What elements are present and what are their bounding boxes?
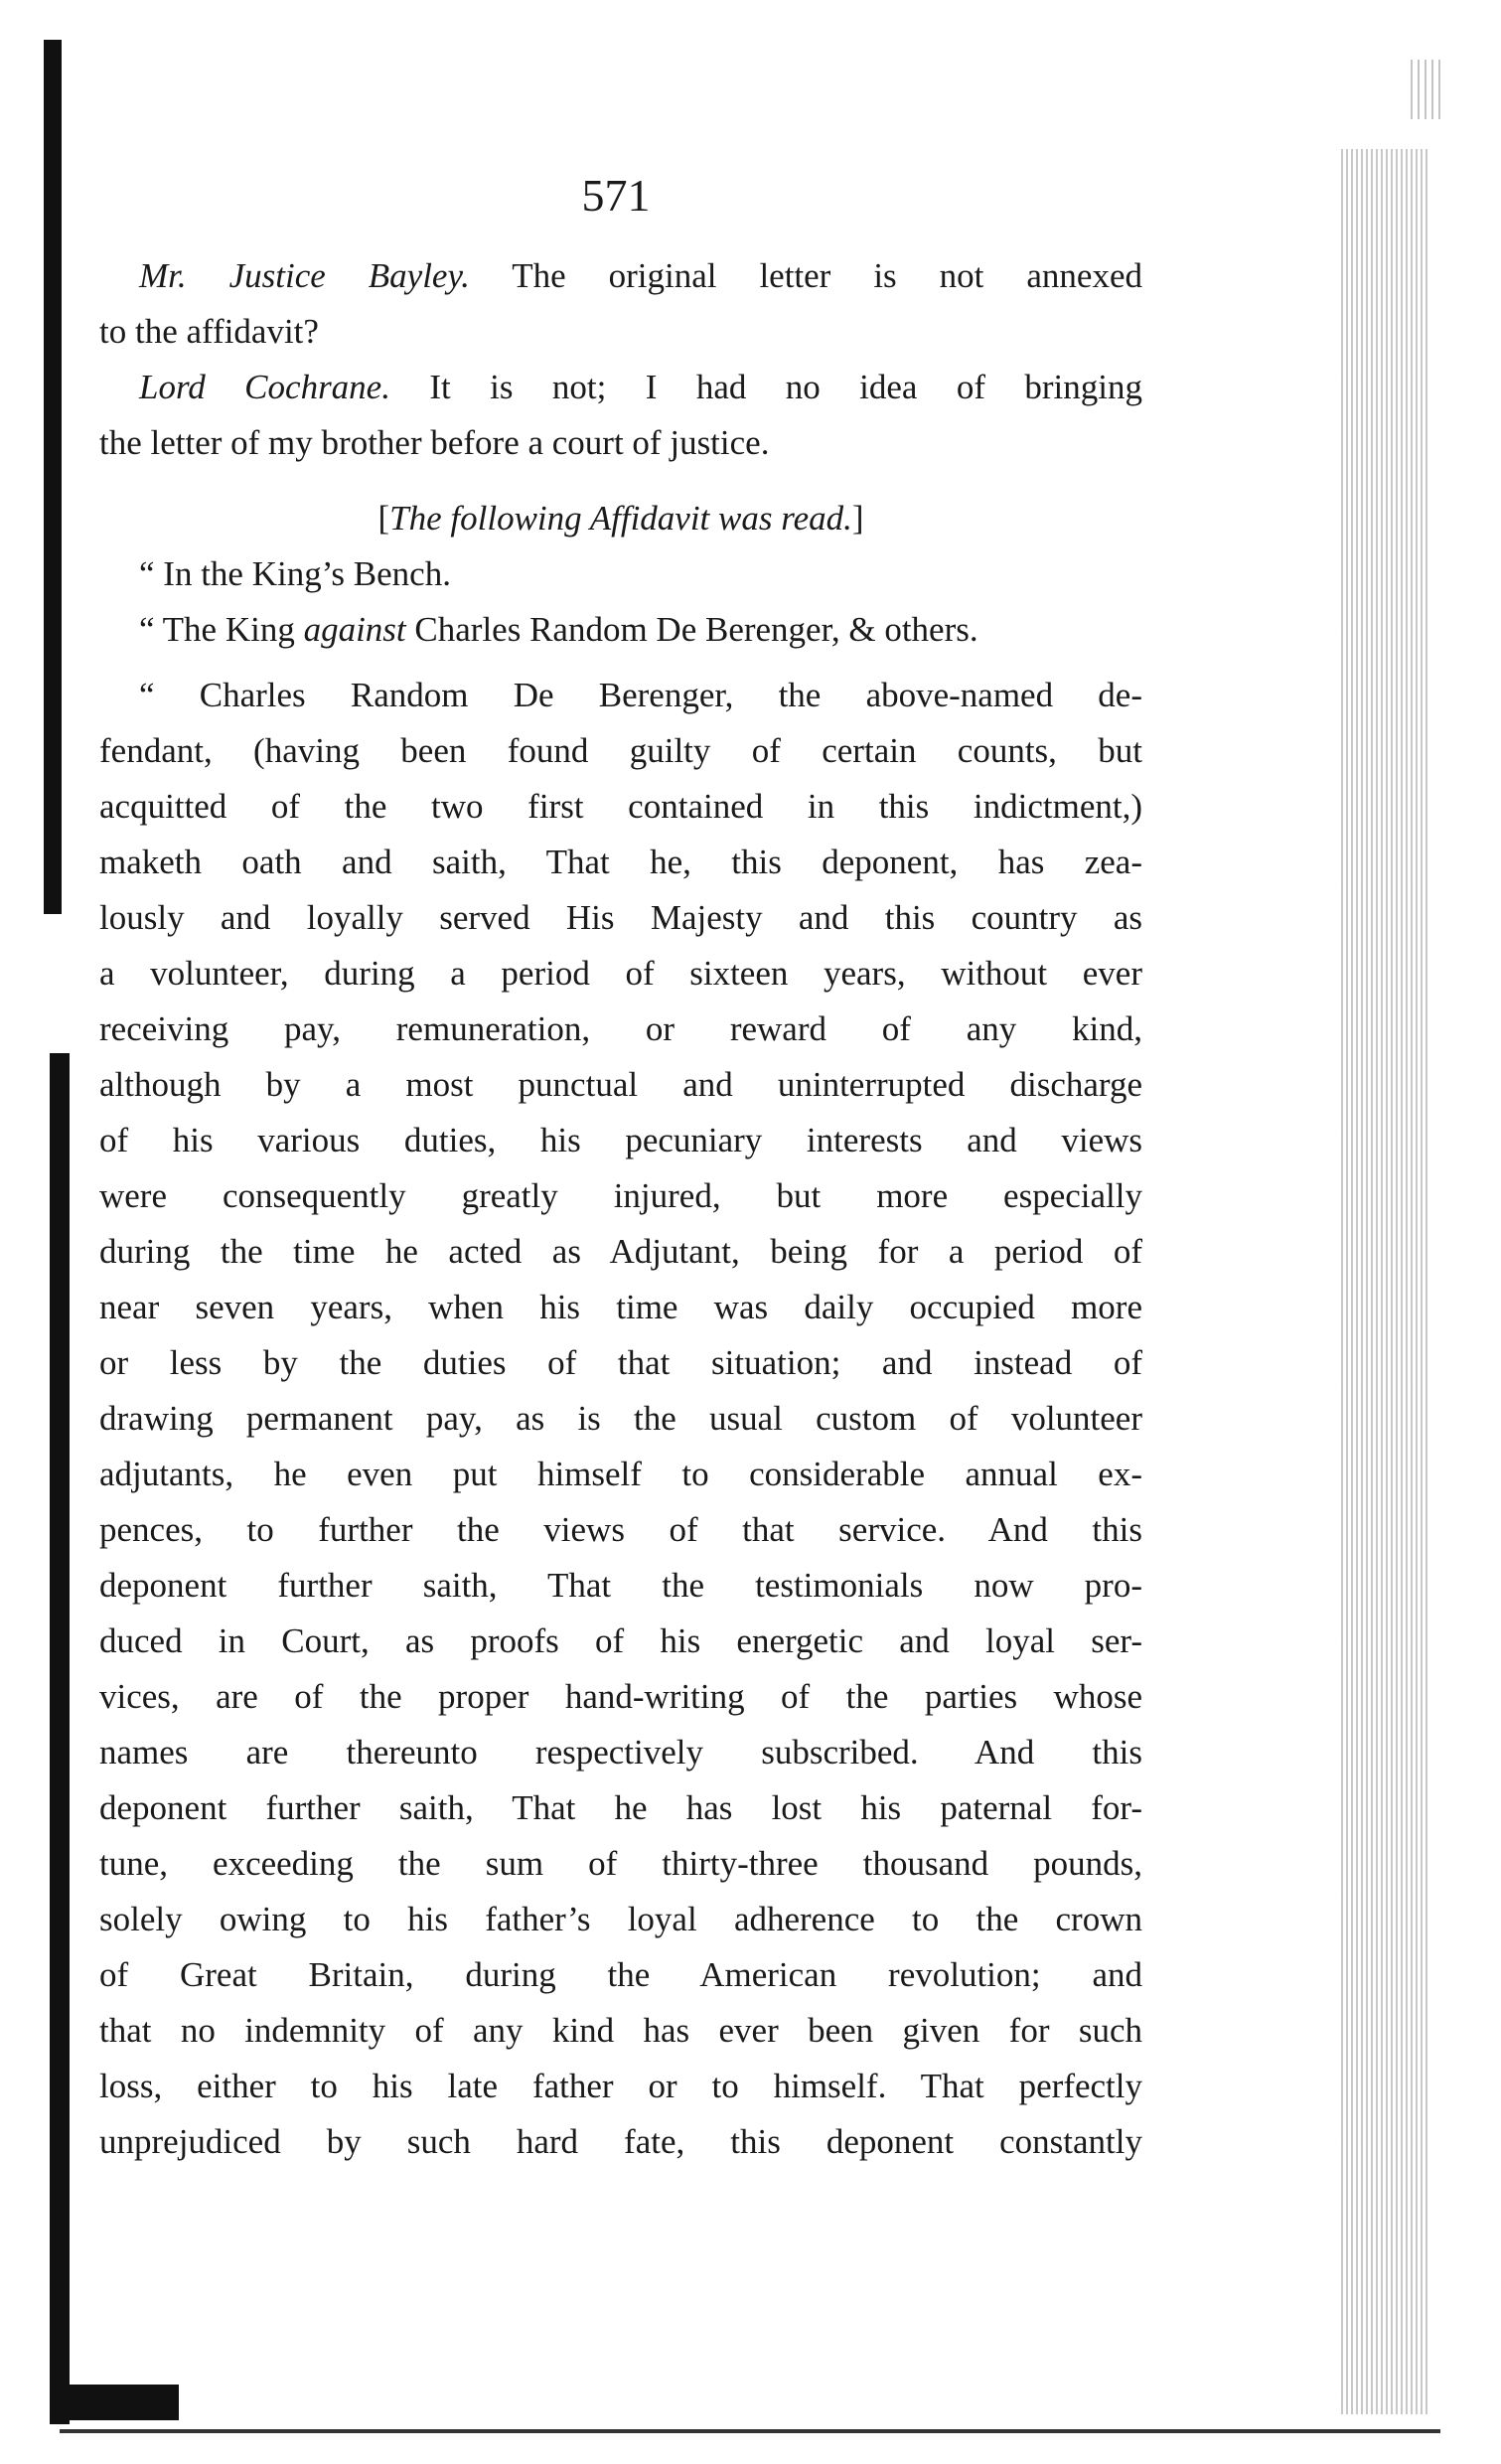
affidavit-line: unprejudiced by such hard fate, this deponent constantly bbox=[99, 2122, 1142, 2161]
page-body bbox=[99, 248, 1142, 2170]
affidavit-line: names are thereunto respectively subscribed. And this bbox=[99, 1733, 1142, 1771]
exchange-line-1 bbox=[99, 248, 1142, 304]
heading-open-bracket: [ bbox=[377, 499, 390, 538]
affidavit-line: loss, either to his late father or to himself. That perfectly bbox=[99, 2067, 1142, 2105]
page-edge-corner bbox=[1411, 60, 1440, 119]
affidavit-line: of Great Britain, during the American revolution; and bbox=[99, 1955, 1142, 1994]
court-line-2-against: against bbox=[303, 610, 406, 649]
heading-text: The following Affidavit was read. bbox=[389, 499, 852, 538]
affidavit-line: near seven years, when his time was daily occupied more bbox=[99, 1288, 1142, 1326]
affidavit-line: adjutants, he even put himself to considerable annual ex- bbox=[99, 1455, 1142, 1493]
affidavit-line: fendant, (having been found guilty of certain counts, but bbox=[99, 731, 1142, 770]
exchange-line-3 bbox=[99, 360, 1142, 415]
affidavit-line: deponent further saith, That the testimonials now pro- bbox=[99, 1566, 1142, 1605]
affidavit-line: pences, to further the views of that service. And this bbox=[99, 1510, 1142, 1549]
page-number: 571 bbox=[581, 170, 651, 221]
affidavit-line: vices, are of the proper hand-writing of the parties whose bbox=[99, 1677, 1142, 1716]
court-line-2 bbox=[99, 602, 1142, 658]
affidavit-line: were consequently greatly injured, but more especially bbox=[99, 1176, 1142, 1215]
affidavit-line: or less by the duties of that situation; and instead of bbox=[99, 1343, 1142, 1382]
affidavit-line: tune, exceeding the sum of thirty-three thousand pounds, bbox=[99, 1844, 1142, 1883]
binding-shadow-bottom bbox=[50, 1053, 70, 2424]
section-heading bbox=[99, 491, 1142, 546]
affidavit-line: lously and loyally served His Majesty and this country as bbox=[99, 898, 1142, 937]
exchange-line-4: the letter of my brother before a court of justice. bbox=[99, 423, 770, 462]
affidavit-line: deponent further saith, That he has lost his paternal for- bbox=[99, 1788, 1142, 1827]
binding-shadow-foot bbox=[50, 2385, 179, 2420]
court-line-2-a: “ The King bbox=[139, 610, 295, 649]
page-edge-stack bbox=[1341, 149, 1430, 2414]
affidavit-line: receiving pay, remuneration, or reward of any kind, bbox=[99, 1009, 1142, 1048]
affidavit-line: maketh oath and saith, That he, this deponent, has zea- bbox=[99, 843, 1142, 881]
speaker-cochrane: Lord Cochrane. bbox=[139, 368, 390, 406]
affidavit-line: duced in Court, as proofs of his energetic and loyal ser- bbox=[99, 1621, 1142, 1660]
speaker-bayley: Mr. Justice Bayley. bbox=[139, 256, 470, 295]
affidavit-line: drawing permanent pay, as is the usual custom of volunteer bbox=[99, 1399, 1142, 1438]
heading-close-bracket: ] bbox=[851, 499, 864, 538]
affidavit-line: although by a most punctual and uninterrupted discharge bbox=[99, 1065, 1142, 1104]
exchange-text-3: It is not; I had no idea of bringing bbox=[429, 368, 1143, 406]
bottom-edge-rule bbox=[60, 2429, 1440, 2433]
court-line-2-b: Charles Random De Berenger, & others. bbox=[414, 610, 978, 649]
exchange-line-2: to the affidavit? bbox=[99, 312, 319, 351]
affidavit-line: a volunteer, during a period of sixteen years, without ever bbox=[99, 954, 1142, 993]
affidavit-line: acquitted of the two first contained in this indictment,) bbox=[99, 787, 1142, 826]
affidavit-line: “ Charles Random De Berenger, the above-named de- bbox=[139, 676, 1142, 714]
exchange-text-1: The original letter is not annexed bbox=[512, 256, 1142, 295]
affidavit-line: solely owing to his father’s loyal adherence to the crown bbox=[99, 1900, 1142, 1938]
affidavit-line: during the time he acted as Adjutant, being for a period of bbox=[99, 1232, 1142, 1271]
court-line-1: “ In the King’s Bench. bbox=[139, 554, 451, 593]
affidavit-line: that no indemnity of any kind has ever been given for such bbox=[99, 2011, 1142, 2050]
affidavit-line: of his various duties, his pecuniary interests and views bbox=[99, 1121, 1142, 1159]
